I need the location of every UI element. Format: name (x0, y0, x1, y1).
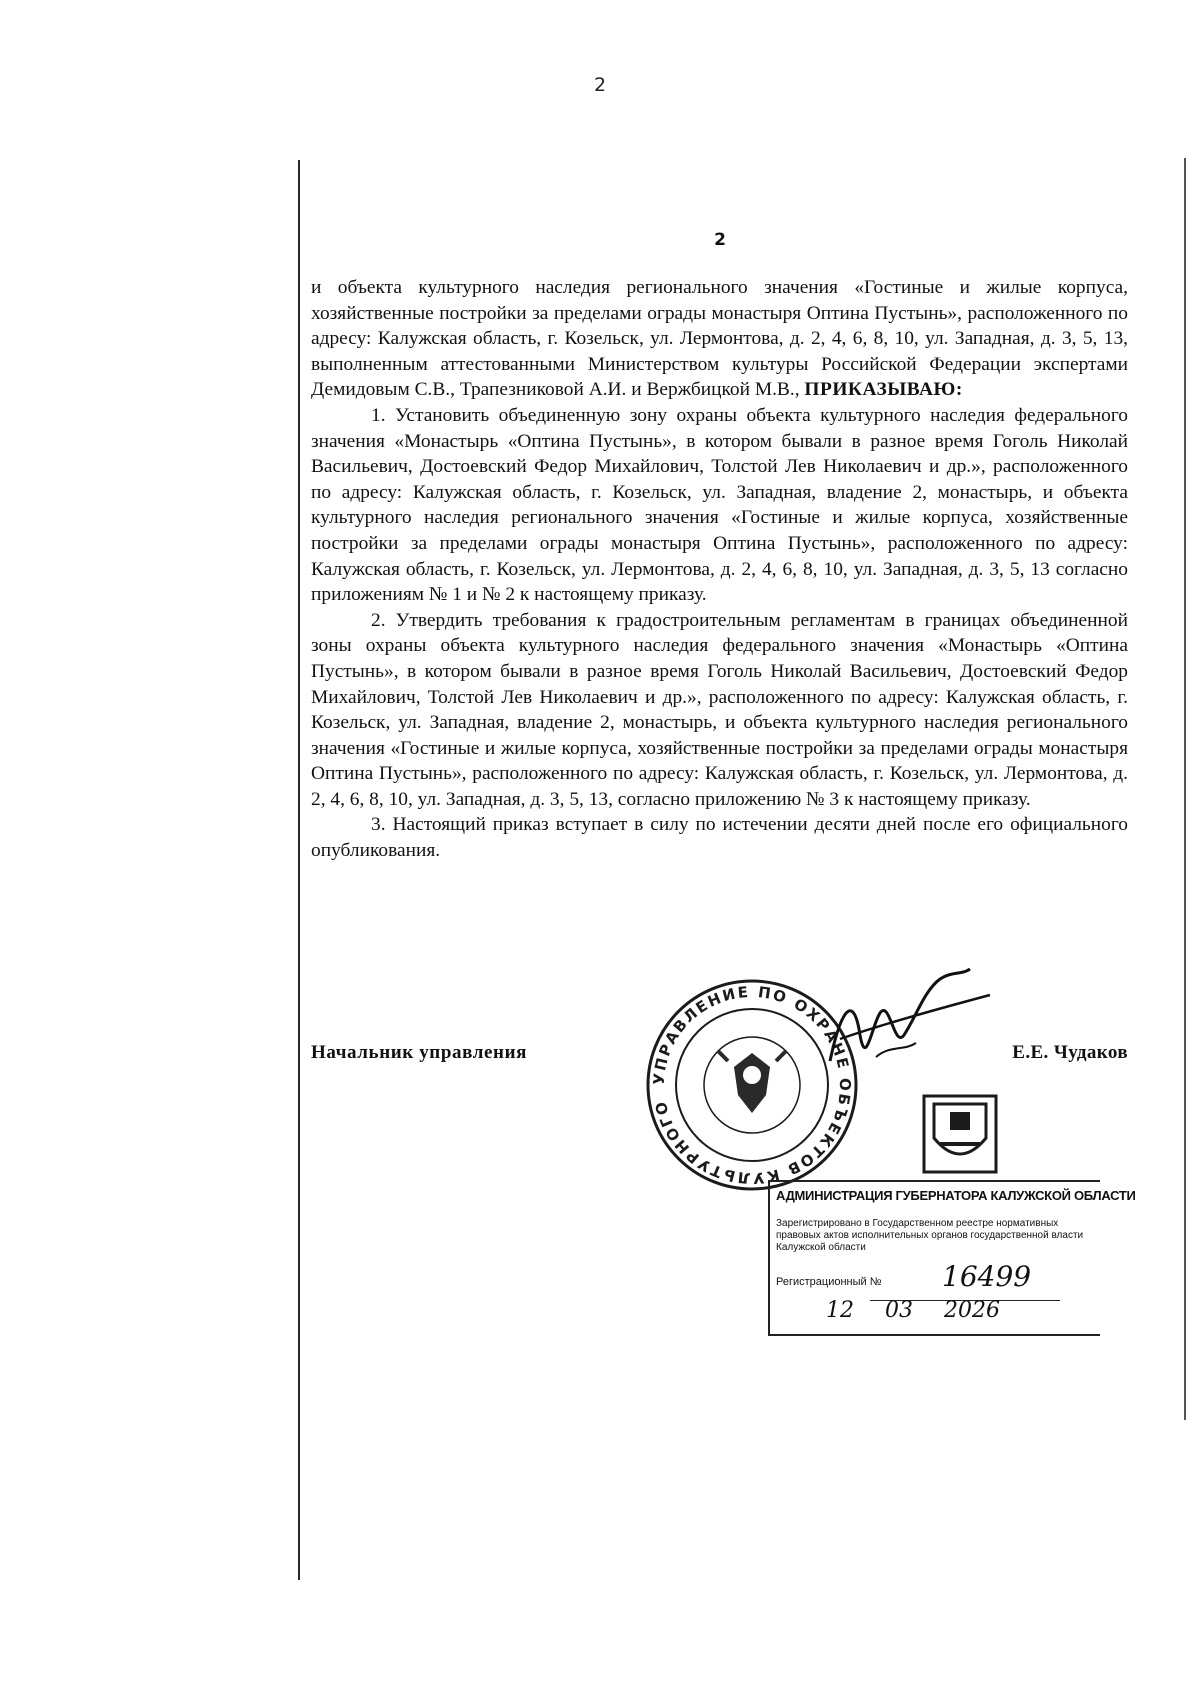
scan-edge-left (298, 160, 300, 1580)
item-2: 2. Утвердить требования к градостроительным регламентам в границах объединенной зоны охраны объекта культурного наследия федерального значения «Монастырь «Оптина Пустынь», в котором бывали в разное время Гоголь Николай Васильевич, Достоевский Федор Михайлович, Толстой Лев Николаевич и др.», расположенного по адресу: Калужская область, г. Козельск, ул. Западная, владение 2, монастырь, и объекта культурного наследия регионального значения «Гостиные и жилые корпуса, хозяйственные постройки за пределами ограды монастыря Оптина Пустынь», расположенного по адресу: Калужская область, г. Козельск, ул. Лермонтова, д. 2, 4, 6, 8, 10, ул. Западная, д. 3, 5, 13, согласно приложению № 3 к настоящему приказу. (311, 609, 1128, 810)
signature-block (311, 1042, 1128, 1082)
coat-of-arms-icon (920, 1092, 1000, 1176)
registration-date: 12 03 2026 (826, 1298, 1000, 1323)
scan-edge-right (1184, 158, 1186, 1420)
item-1: 1. Установить объединенную зону охраны объекта культурного наследия федерального значения «Монастырь «Оптина Пустынь», в котором бывали в разное время Гоголь Николай Васильевич, Достоевский Федор Михайлович, Толстой Лев Николаевич и др.», расположенного по адресу: Калужская область, г. Козельск, ул. Западная, владение 2, монастырь, и объекта культурного наследия регионального значения «Гостиные и жилые корпуса, хозяйственные постройки за пределами ограды монастыря Оптина Пустынь», расположенного по адресу: Калужская область, г. Козельск, ул. Лермонтова, д. 2, 4, 6, 8, 10, ул. Западная, д. 3, 5, 13 согласно приложениям № 1 и № 2 к настоящему приказу. (311, 404, 1128, 606)
registration-number-label: Регистрационный № (776, 1276, 882, 1288)
registration-note: Зарегистрировано в Государственном реестре нормативных правовых актов исполнительных органов государственной власти Калужской области (776, 1218, 1084, 1253)
registration-number: 16499 (942, 1260, 1032, 1293)
signer-name: Е.Е. Чудаков (1012, 1042, 1128, 1063)
intro-paragraph (311, 275, 1128, 403)
signer-title: Начальник управления (311, 1042, 527, 1063)
seal-ring-text: УПРАВЛЕНИЕ ПО ОХРАНЕ ОБЪЕКТОВ КУЛЬТУРНОГО (649, 982, 855, 1188)
item-3: 3. Настоящий приказ вступает в силу по истечении десяти дней после его официального опубликования. (311, 814, 1128, 862)
registration-header: АДМИНИСТРАЦИЯ ГУБЕРНАТОРА КАЛУЖСКОЙ ОБЛАСТИ (776, 1188, 1136, 1203)
registration-stamp (768, 1180, 1136, 1336)
inner-page-number: 2 (714, 230, 726, 250)
order-word: ПРИКАЗЫВАЮ: (804, 379, 963, 401)
top-page-number: 2 (593, 74, 607, 96)
document-body (311, 275, 1128, 864)
intro-text: и объекта культурного наследия регионального значения «Гостиные и жилые корпуса, хозяйственные постройки за пределами ограды монастыря Оптина Пустынь», расположенного по адресу: Калужская область, г. Козельск, ул. Лермонтова, д. 2, 4, 6, 8, 10, ул. Западная, д. 3, 5, 13, выполненным аттестованными Министерством культуры Российской Федерации экспертами Демидовым С.В., Трапезниковой А.И. и Вержбицкой М.В., (311, 277, 1128, 401)
